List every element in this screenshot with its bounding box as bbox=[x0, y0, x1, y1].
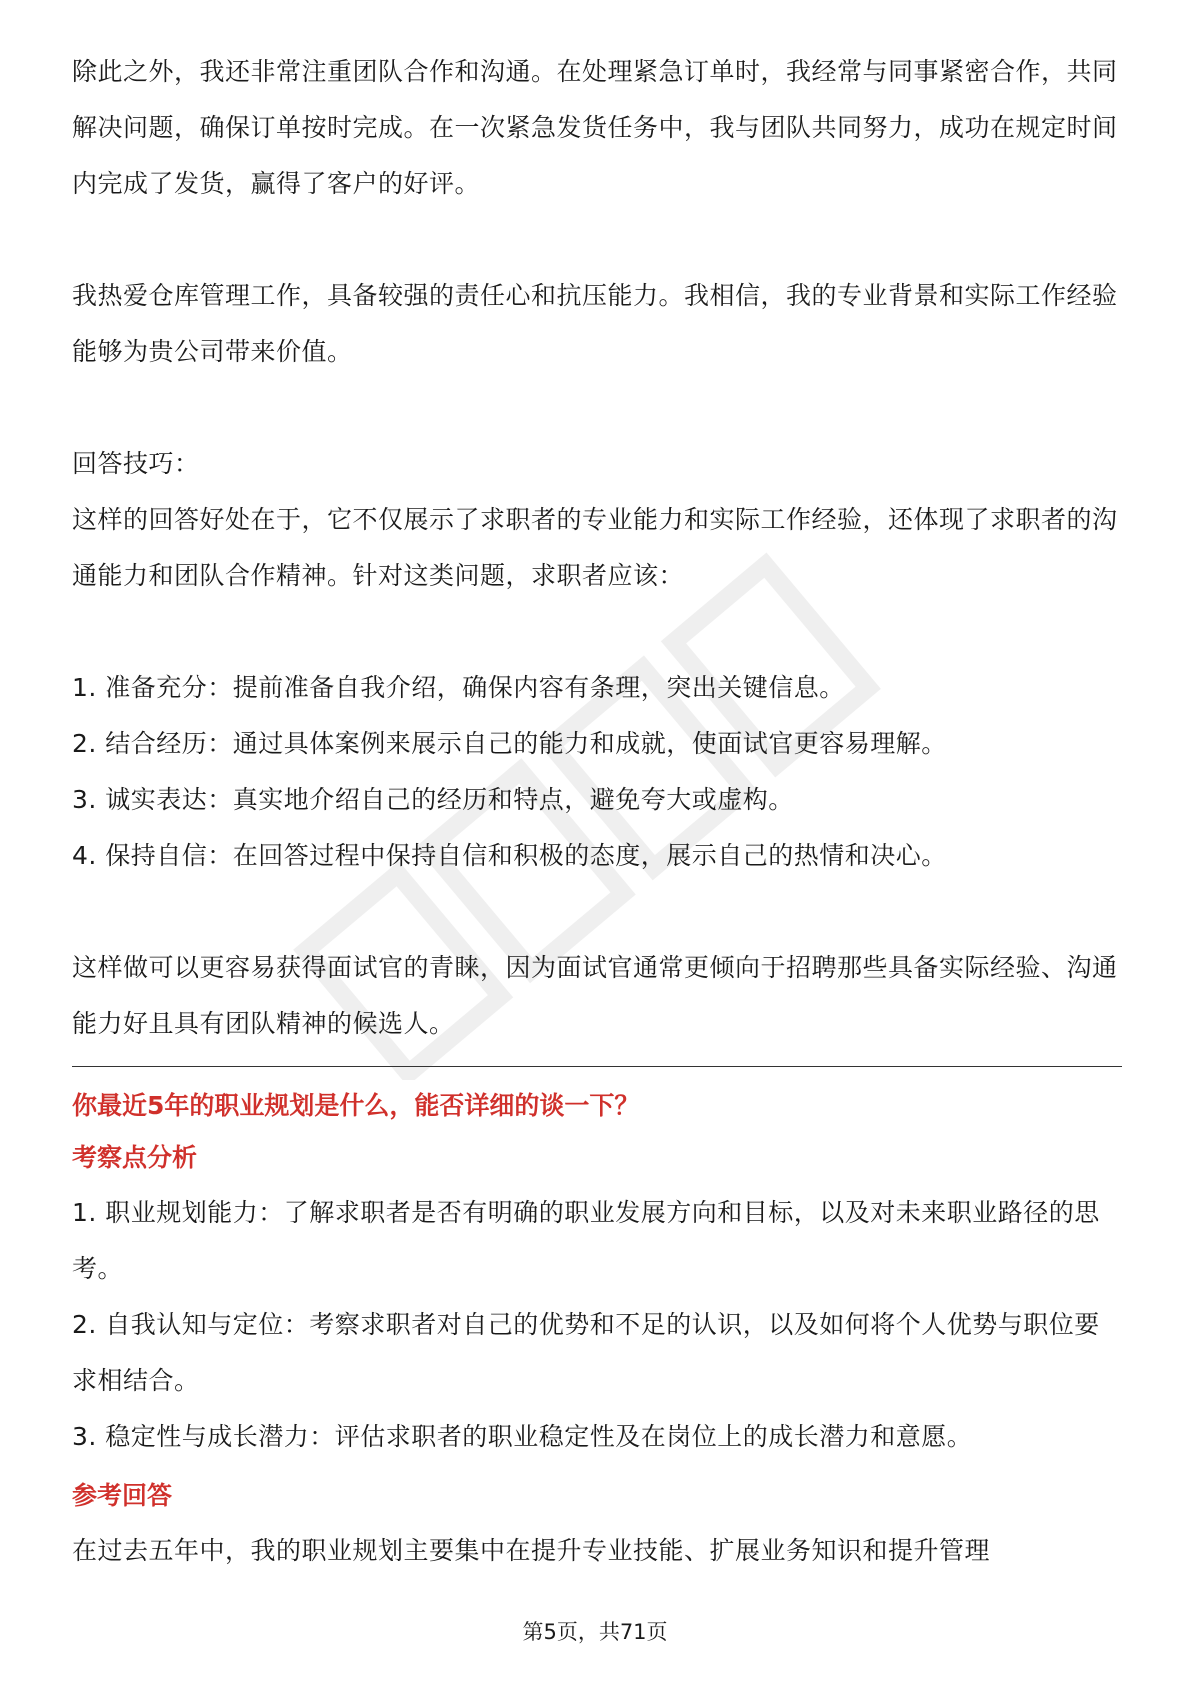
question-title: 你最近5年的职业规划是什么，能否详细的谈一下？ bbox=[72, 1091, 640, 1120]
tips-intro: 这样的回答好处在于，它不仅展示了求职者的专业能力和实际工作经验，还体现了求职者的沟通能力和团队合作精神。针对这类问题，求职者应该： bbox=[72, 505, 1118, 590]
answer-text: 在过去五年中，我的职业规划主要集中在提升专业技能、扩展业务知识和提升管理 bbox=[72, 1536, 991, 1565]
analysis-list bbox=[72, 1185, 1122, 1465]
answer-heading: 参考回答 bbox=[72, 1481, 173, 1510]
tips-conclusion: 这样做可以更容易获得面试官的青睐，因为面试官通常更倾向于招聘那些具备实际经验、沟通能力好且具有团队精神的候选人。 bbox=[72, 953, 1118, 1038]
list-item: 2. 结合经历：通过具体案例来展示自己的能力和成就，使面试官更容易理解。 bbox=[72, 729, 947, 758]
analysis-heading: 考察点分析 bbox=[72, 1143, 198, 1172]
list-item: 1. 准备充分：提前准备自我介绍，确保内容有条理，突出关键信息。 bbox=[72, 673, 845, 702]
paragraph-teamwork: 除此之外，我还非常注重团队合作和沟通。在处理紧急订单时，我经常与同事紧密合作，共同解决问题，确保订单按时完成。在一次紧急发货任务中，我与团队共同努力，成功在规定时间内完成了发货，赢得了客户的好评。 bbox=[72, 57, 1118, 198]
tips-heading: 回答技巧： bbox=[72, 449, 200, 478]
section-divider bbox=[72, 1066, 1122, 1067]
page-number: 第5页，共71页 bbox=[522, 1620, 668, 1644]
paragraph-passion: 我热爱仓库管理工作，具备较强的责任心和抗压能力。我相信，我的专业背景和实际工作经验能够为贵公司带来价值。 bbox=[72, 281, 1118, 366]
list-item: 2. 自我认知与定位：考察求职者对自己的优势和不足的认识，以及如何将个人优势与职位要求相结合。 bbox=[72, 1310, 1100, 1395]
page-content bbox=[72, 44, 1122, 1579]
list-item: 3. 稳定性与成长潜力：评估求职者的职业稳定性及在岗位上的成长潜力和意愿。 bbox=[72, 1422, 973, 1451]
tips-list bbox=[72, 660, 1122, 884]
list-item: 1. 职业规划能力：了解求职者是否有明确的职业发展方向和目标，以及对未来职业路径的思考。 bbox=[72, 1198, 1100, 1283]
list-item: 4. 保持自信：在回答过程中保持自信和积极的态度，展示自己的热情和决心。 bbox=[72, 841, 947, 870]
list-item: 3. 诚实表达：真实地介绍自己的经历和特点，避免夸大或虚构。 bbox=[72, 785, 794, 814]
